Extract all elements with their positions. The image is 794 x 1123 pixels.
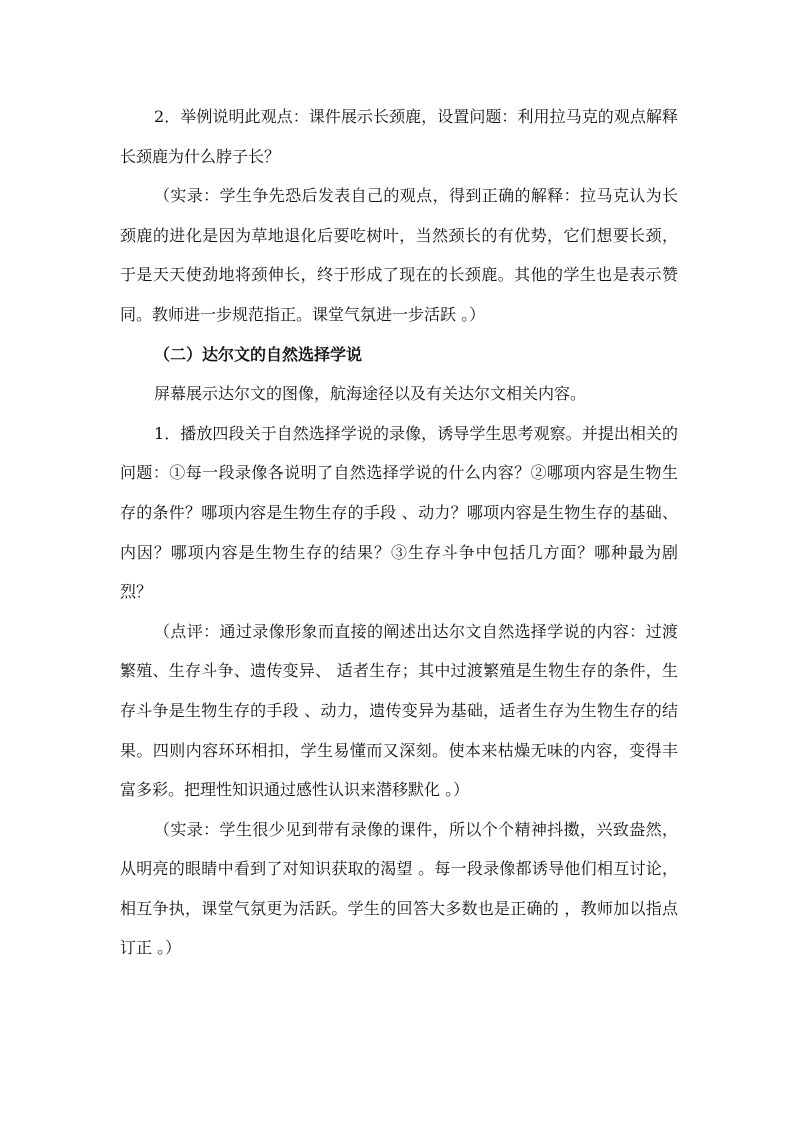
document-page xyxy=(120,97,678,968)
paragraph-comment: （点评：通过录像形象而直接的阐述出达尔文自然选择学说的内容：过渡繁殖、生存斗争、遗传变异、 适者生存；其中过渡繁殖是生物生存的条件，生存斗争是生物生存的手段 、动力，遗传变异为基础，适者生存为生物生存的结果。四则内容环环相扣，学生易懂而又深刻。使本来枯燥无味的内容，变得丰富多彩。把理性知识通过感性认识来潜移默化 。） xyxy=(120,621,678,800)
paragraph-record-lamarck: （实录：学生争先恐后发表自己的观点，得到正确的解释：拉马克认为长颈鹿的进化是因为草地退化后要吃树叶，当然颈长的有优势，它们想要长颈，于是天天使劲地将颈伸长，终于形成了现在的长颈鹿。其他的学生也是表示赞同。教师进一步规范指正。课堂气氛进一步活跃 。） xyxy=(120,186,678,324)
paragraph-record-students: （实录：学生很少见到带有录像的课件，所以个个精神抖擞，兴致盎然，从明亮的眼睛中看到了对知识获取的渴望 。每一段录像都诱导他们相互讨论，相互争执，课堂气氛更为活跃。学生的回答大多数也是正确的 ，教师加以指点订正 。） xyxy=(120,819,678,958)
paragraph-video-questions: 1．播放四段关于自然选择学说的录像，诱导学生思考观察。并提出相关的问题：①每一段录像各说明了自然选择学说的什么内容？②哪项内容是生物生存的条件？哪项内容是生物生存的手段 、动力？哪项内容是生物生存的基础、内因？哪项内容是生物生存的结果？③生存斗争中包括几方面？哪种最为剧烈？ xyxy=(120,423,678,602)
paragraph-giraffe-example: 2．举例说明此观点：课件展示长颈鹿，设置问题：利用拉马克的观点解释长颈鹿为什么脖子长？ xyxy=(120,107,678,166)
section-heading-darwin: （二）达尔文的自然选择学说 xyxy=(154,344,363,364)
paragraph-screen-display: 屏幕展示达尔文的图像，航海途径以及有关达尔文相关内容。 xyxy=(154,384,587,404)
